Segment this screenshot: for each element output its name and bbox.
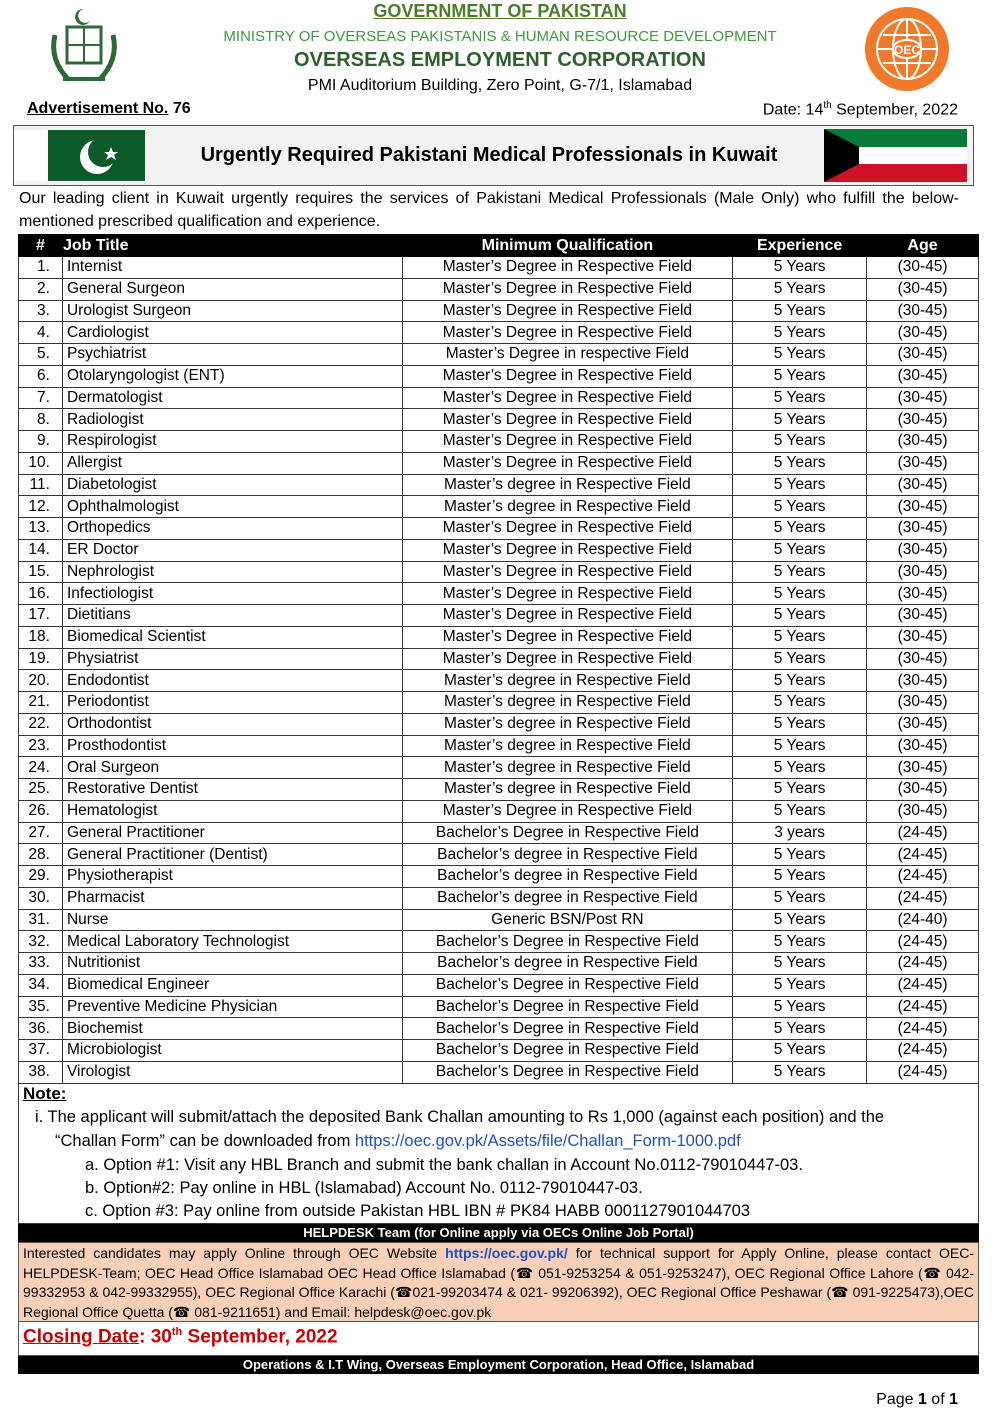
row-number: 28. (19, 844, 63, 866)
option-3: c. Option #3: Pay online from outside Pakistan HBL IBN # PK84 HABB 0001127901044703 (85, 1202, 751, 1220)
qualification: Bachelor’s degree in Respective Field (402, 887, 733, 909)
experience: 5 Years (733, 452, 867, 474)
table-row (19, 996, 979, 1018)
experience: 5 Years (733, 496, 867, 518)
table-row (19, 953, 979, 975)
helpdesk-info (18, 1242, 979, 1322)
experience: 5 Years (733, 887, 867, 909)
col-experience: Experience (733, 235, 867, 257)
row-number: 29. (19, 866, 63, 888)
job-title: Psychiatrist (62, 344, 402, 366)
table-row (19, 561, 979, 583)
table-row (19, 278, 979, 300)
qualification: Master’s Degree in Respective Field (402, 300, 733, 322)
row-number: 2. (19, 278, 63, 300)
job-title: Dermatologist (62, 387, 402, 409)
option-1: a. Option #1: Visit any HBL Branch and submit the bank challan in Account No.0112-79010447-03. (85, 1156, 803, 1174)
qualification: Master’s Degree in Respective Field (402, 539, 733, 561)
experience: 5 Years (733, 518, 867, 540)
experience: 5 Years (733, 1018, 867, 1040)
job-title: Orthopedics (62, 518, 402, 540)
kuwait-flag (824, 129, 967, 182)
job-title: Physiotherapist (62, 866, 402, 888)
qualification: Master’s Degree in Respective Field (402, 648, 733, 670)
age: (30-45) (867, 474, 979, 496)
age: (30-45) (867, 278, 979, 300)
age: (30-45) (867, 322, 979, 344)
age: (30-45) (867, 431, 979, 453)
row-number: 18. (19, 626, 63, 648)
page-current: 1 (917, 1391, 927, 1408)
age: (30-45) (867, 539, 979, 561)
qualification: Master’s degree in Respective Field (402, 735, 733, 757)
age: (24-45) (867, 887, 979, 909)
qualification: Master’s degree in Respective Field (402, 692, 733, 714)
job-title: Cardiologist (62, 322, 402, 344)
table-row (19, 692, 979, 714)
closing-label: Closing Date (23, 1326, 140, 1348)
experience: 5 Years (733, 539, 867, 561)
job-title: Biomedical Engineer (62, 974, 402, 996)
age: (24-45) (867, 931, 979, 953)
experience: 3 years (733, 822, 867, 844)
job-title: Restorative Dentist (62, 779, 402, 801)
job-title: ER Doctor (62, 539, 402, 561)
col-age: Age (867, 235, 979, 257)
advertisement-date (763, 100, 958, 119)
age: (24-45) (867, 822, 979, 844)
date-rest: September, 2022 (831, 101, 958, 119)
intro-paragraph: Our leading client in Kuwait urgently requires the services of Pakistani Medical Professionals (Male Only) who fulfill the below-mentioned prescribed qualification and experience. (19, 190, 959, 230)
qualification: Master’s Degree in Respective Field (402, 409, 733, 431)
qualification: Master’s Degree in respective Field (402, 344, 733, 366)
qualification: Master’s degree in Respective Field (402, 713, 733, 735)
experience: 5 Years (733, 844, 867, 866)
row-number: 9. (19, 431, 63, 453)
qualification: Master’s Degree in Respective Field (402, 561, 733, 583)
qualification: Master’s degree in Respective Field (402, 670, 733, 692)
job-title: Internist (62, 257, 402, 279)
row-number: 24. (19, 757, 63, 779)
experience: 5 Years (733, 278, 867, 300)
job-title: Respirologist (62, 431, 402, 453)
closing-day: : 30 (139, 1326, 172, 1348)
qualification: Master’s Degree in Respective Field (402, 583, 733, 605)
note-section (18, 1082, 979, 1224)
qualification: Master’s Degree in Respective Field (402, 800, 733, 822)
table-row (19, 365, 979, 387)
row-number: 15. (19, 561, 63, 583)
jobs-table (18, 234, 979, 1084)
age: (30-45) (867, 452, 979, 474)
qualification: Master’s degree in Respective Field (402, 474, 733, 496)
age: (30-45) (867, 713, 979, 735)
row-number: 36. (19, 1018, 63, 1040)
row-number: 23. (19, 735, 63, 757)
experience: 5 Years (733, 409, 867, 431)
experience: 5 Years (733, 800, 867, 822)
row-number: 4. (19, 322, 63, 344)
job-title: Pharmacist (62, 887, 402, 909)
age: (24-45) (867, 866, 979, 888)
row-number: 1. (19, 257, 63, 279)
row-number: 37. (19, 1040, 63, 1062)
table-row (19, 866, 979, 888)
qualification: Master’s Degree in Respective Field (402, 322, 733, 344)
col-qualification: Minimum Qualification (402, 235, 733, 257)
table-row (19, 1018, 979, 1040)
experience: 5 Years (733, 996, 867, 1018)
row-number: 8. (19, 409, 63, 431)
age: (30-45) (867, 779, 979, 801)
experience: 5 Years (733, 605, 867, 627)
row-number: 3. (19, 300, 63, 322)
row-number: 10. (19, 452, 63, 474)
row-number: 31. (19, 909, 63, 931)
job-title: Oral Surgeon (62, 757, 402, 779)
oec-logo (863, 5, 951, 93)
age: (30-45) (867, 670, 979, 692)
row-number: 30. (19, 887, 63, 909)
table-row (19, 344, 979, 366)
qualification: Master’s Degree in Respective Field (402, 626, 733, 648)
job-title: Infectiologist (62, 583, 402, 605)
table-row (19, 474, 979, 496)
table-row (19, 409, 979, 431)
page-of: of (926, 1391, 950, 1408)
age: (24-45) (867, 974, 979, 996)
row-number: 34. (19, 974, 63, 996)
experience: 5 Years (733, 779, 867, 801)
row-number: 11. (19, 474, 63, 496)
date-day: Date: 14 (762, 101, 824, 119)
experience: 5 Years (733, 953, 867, 975)
qualification: Master’s degree in Respective Field (402, 779, 733, 801)
experience: 5 Years (733, 1040, 867, 1062)
qualification: Bachelor’s Degree in Respective Field (402, 1018, 733, 1040)
row-number: 19. (19, 648, 63, 670)
qualification: Bachelor’s degree in Respective Field (402, 953, 733, 975)
experience: 5 Years (733, 931, 867, 953)
note-item-i-cont (55, 1129, 741, 1153)
experience: 5 Years (733, 257, 867, 279)
row-number: 20. (19, 670, 63, 692)
qualification: Bachelor’s Degree in Respective Field (402, 1061, 733, 1083)
age: (30-45) (867, 496, 979, 518)
age: (30-45) (867, 409, 979, 431)
table-row (19, 1061, 979, 1083)
qualification: Bachelor’s Degree in Respective Field (402, 996, 733, 1018)
qualification: Master’s Degree in Respective Field (402, 605, 733, 627)
qualification: Master’s Degree in Respective Field (402, 431, 733, 453)
table-row (19, 931, 979, 953)
col-job-title: Job Title (62, 235, 402, 257)
row-number: 32. (19, 931, 63, 953)
row-number: 27. (19, 822, 63, 844)
experience: 5 Years (733, 387, 867, 409)
title-banner (13, 125, 974, 186)
table-row (19, 909, 979, 931)
experience: 5 Years (733, 670, 867, 692)
age: (30-45) (867, 365, 979, 387)
job-title: General Practitioner (62, 822, 402, 844)
qualification: Bachelor’s degree in Respective Field (402, 866, 733, 888)
closing-rest: September, 2022 (182, 1326, 338, 1348)
row-number: 26. (19, 800, 63, 822)
age: (24-45) (867, 953, 979, 975)
row-number: 38. (19, 1061, 63, 1083)
row-number: 5. (19, 344, 63, 366)
qualification: Master’s degree in Respective Field (402, 757, 733, 779)
experience: 5 Years (733, 322, 867, 344)
table-row (19, 713, 979, 735)
job-title: General Surgeon (62, 278, 402, 300)
closing-date (18, 1322, 979, 1356)
address: PMI Auditorium Building, Zero Point, G-7/1, Islamabad (307, 77, 693, 94)
experience: 5 Years (733, 474, 867, 496)
age: (24-45) (867, 1018, 979, 1040)
experience: 5 Years (733, 735, 867, 757)
table-row (19, 822, 979, 844)
oec-website-link[interactable]: https://oec.gov.pk/ (445, 1245, 568, 1261)
experience: 5 Years (733, 344, 867, 366)
job-title: Dietitians (62, 605, 402, 627)
table-row (19, 300, 979, 322)
age: (24-45) (867, 1040, 979, 1062)
job-title: Hematologist (62, 800, 402, 822)
job-title: Periodontist (62, 692, 402, 714)
experience: 5 Years (733, 648, 867, 670)
job-title: Ophthalmologist (62, 496, 402, 518)
experience: 5 Years (733, 757, 867, 779)
experience: 5 Years (733, 561, 867, 583)
age: (24-45) (867, 996, 979, 1018)
table-row (19, 626, 979, 648)
banner-title: Urgently Required Pakistani Medical Professionals in Kuwait (200, 144, 778, 166)
helpdesk-pre: Interested candidates may apply Online through OEC Website (23, 1245, 446, 1261)
age: (24-45) (867, 844, 979, 866)
qualification: Master’s Degree in Respective Field (402, 365, 733, 387)
row-number: 7. (19, 387, 63, 409)
helpdesk-title: HELPDESK Team (for Online apply via OECs Online Job Portal) (18, 1224, 979, 1242)
age: (30-45) (867, 626, 979, 648)
job-title: Preventive Medicine Physician (62, 996, 402, 1018)
job-title: Prosthodontist (62, 735, 402, 757)
note-label: Note: (23, 1084, 67, 1103)
svg-text:OEC: OEC (893, 43, 921, 57)
pakistan-flag (14, 130, 145, 181)
table-row (19, 322, 979, 344)
table-row (19, 974, 979, 996)
job-title: Nurse (62, 909, 402, 931)
age: (30-45) (867, 757, 979, 779)
age: (30-45) (867, 344, 979, 366)
age: (30-45) (867, 257, 979, 279)
table-row (19, 735, 979, 757)
row-number: 33. (19, 953, 63, 975)
job-title: Physiatrist (62, 648, 402, 670)
note-challan-text: “Challan Form” can be downloaded from (55, 1132, 355, 1150)
job-title: Orthodontist (62, 713, 402, 735)
table-row (19, 539, 979, 561)
page-total: 1 (949, 1391, 958, 1408)
note-item-i: i. The applicant will submit/attach the deposited Bank Challan amounting to Rs 1,000 (against each position) and the (35, 1108, 885, 1126)
government-title: GOVERNMENT OF PAKISTAN (373, 1, 627, 21)
challan-form-link[interactable]: https://oec.gov.pk/Assets/file/Challan_Form-1000.pdf (354, 1132, 741, 1150)
row-number: 35. (19, 996, 63, 1018)
table-row (19, 605, 979, 627)
experience: 5 Years (733, 300, 867, 322)
ministry-title: MINISTRY OF OVERSEAS PAKISTANIS & HUMAN RESOURCE DEVELOPMENT (223, 28, 777, 45)
table-row (19, 452, 979, 474)
experience: 5 Years (733, 583, 867, 605)
age: (30-45) (867, 605, 979, 627)
age: (30-45) (867, 583, 979, 605)
job-title: Biochemist (62, 1018, 402, 1040)
qualification: Master’s Degree in Respective Field (402, 518, 733, 540)
experience: 5 Years (733, 626, 867, 648)
row-number: 6. (19, 365, 63, 387)
job-title: Medical Laboratory Technologist (62, 931, 402, 953)
table-row (19, 387, 979, 409)
table-header-row (19, 235, 979, 257)
qualification: Bachelor’s Degree in Respective Field (402, 1040, 733, 1062)
job-title: Radiologist (62, 409, 402, 431)
job-title: Allergist (62, 452, 402, 474)
row-number: 13. (19, 518, 63, 540)
job-title: Diabetologist (62, 474, 402, 496)
qualification: Master’s degree in Respective Field (402, 496, 733, 518)
experience: 5 Years (733, 713, 867, 735)
job-title: General Practitioner (Dentist) (62, 844, 402, 866)
experience: 5 Years (733, 974, 867, 996)
age: (30-45) (867, 300, 979, 322)
row-number: 16. (19, 583, 63, 605)
option-2: b. Option#2: Pay online in HBL (Islamabad) Account No. 0112-79010447-03. (85, 1179, 643, 1197)
row-number: 25. (19, 779, 63, 801)
advertisement-label: Advertisement No. (27, 100, 169, 117)
job-title: Nutritionist (62, 953, 402, 975)
experience: 5 Years (733, 866, 867, 888)
age: (30-45) (867, 518, 979, 540)
experience: 5 Years (733, 1061, 867, 1083)
job-title: Urologist Surgeon (62, 300, 402, 322)
table-row (19, 583, 979, 605)
table-row (19, 844, 979, 866)
advertisement-no: 76 (172, 100, 191, 117)
experience: 5 Years (733, 909, 867, 931)
row-number: 17. (19, 605, 63, 627)
advertisement-number (27, 100, 191, 118)
qualification: Generic BSN/Post RN (402, 909, 733, 931)
row-number: 22. (19, 713, 63, 735)
qualification: Master’s Degree in Respective Field (402, 257, 733, 279)
age: (30-45) (867, 692, 979, 714)
row-number: 12. (19, 496, 63, 518)
age: (30-45) (867, 735, 979, 757)
age: (24-40) (867, 909, 979, 931)
job-title: Endodontist (62, 670, 402, 692)
organization-title: OVERSEAS EMPLOYMENT CORPORATION (294, 49, 706, 71)
col-number: # (19, 235, 63, 257)
table-row (19, 800, 979, 822)
age: (30-45) (867, 648, 979, 670)
qualification: Bachelor’s Degree in Respective Field (402, 931, 733, 953)
table-row (19, 518, 979, 540)
table-row (19, 670, 979, 692)
job-title: Virologist (62, 1061, 402, 1083)
date-sup: th (823, 100, 832, 111)
qualification: Bachelor’s Degree in Respective Field (402, 822, 733, 844)
experience: 5 Years (733, 365, 867, 387)
job-title: Biomedical Scientist (62, 626, 402, 648)
table-row (19, 1040, 979, 1062)
table-row (19, 757, 979, 779)
job-title: Nephrologist (62, 561, 402, 583)
row-number: 14. (19, 539, 63, 561)
qualification: Master’s Degree in Respective Field (402, 278, 733, 300)
page-number (876, 1391, 958, 1409)
experience: 5 Years (733, 692, 867, 714)
qualification: Master’s Degree in Respective Field (402, 452, 733, 474)
qualification: Bachelor’s Degree in Respective Field (402, 974, 733, 996)
table-row (19, 779, 979, 801)
table-row (19, 431, 979, 453)
qualification: Bachelor’s degree in Respective Field (402, 844, 733, 866)
job-title: Otolaryngologist (ENT) (62, 365, 402, 387)
qualification: Master’s Degree in Respective Field (402, 387, 733, 409)
table-row (19, 887, 979, 909)
table-row (19, 648, 979, 670)
table-row (19, 257, 979, 279)
row-number: 21. (19, 692, 63, 714)
table-row (19, 496, 979, 518)
age: (30-45) (867, 561, 979, 583)
job-title: Microbiologist (62, 1040, 402, 1062)
closing-sup: th (171, 1326, 183, 1338)
age: (24-45) (867, 1061, 979, 1083)
page-label: Page (876, 1391, 918, 1408)
helpdesk-contacts: for technical support for Apply Online, please contact OEC-HELPDESK-Team; OEC Head Office Islamabad OEC Head Office Islamabad (☎ 051-9253254 & 051-9253247), OEC Regional Office Lahore (☎ 042-99332953 & 042-99332955), OEC Regional Office Karachi (☎021-99203474 & 021- 99206392), OEC Regional Office Peshawar (☎ 091-9225473),OEC Regional Office Quetta (☎ 081-9211651) and Email: helpdesk@oec.gov.pk (23, 1245, 974, 1320)
footer-bar: Operations & I.T Wing, Overseas Employment Corporation, Head Office, Islamabad (18, 1356, 979, 1374)
age: (30-45) (867, 387, 979, 409)
experience: 5 Years (733, 431, 867, 453)
age: (30-45) (867, 800, 979, 822)
